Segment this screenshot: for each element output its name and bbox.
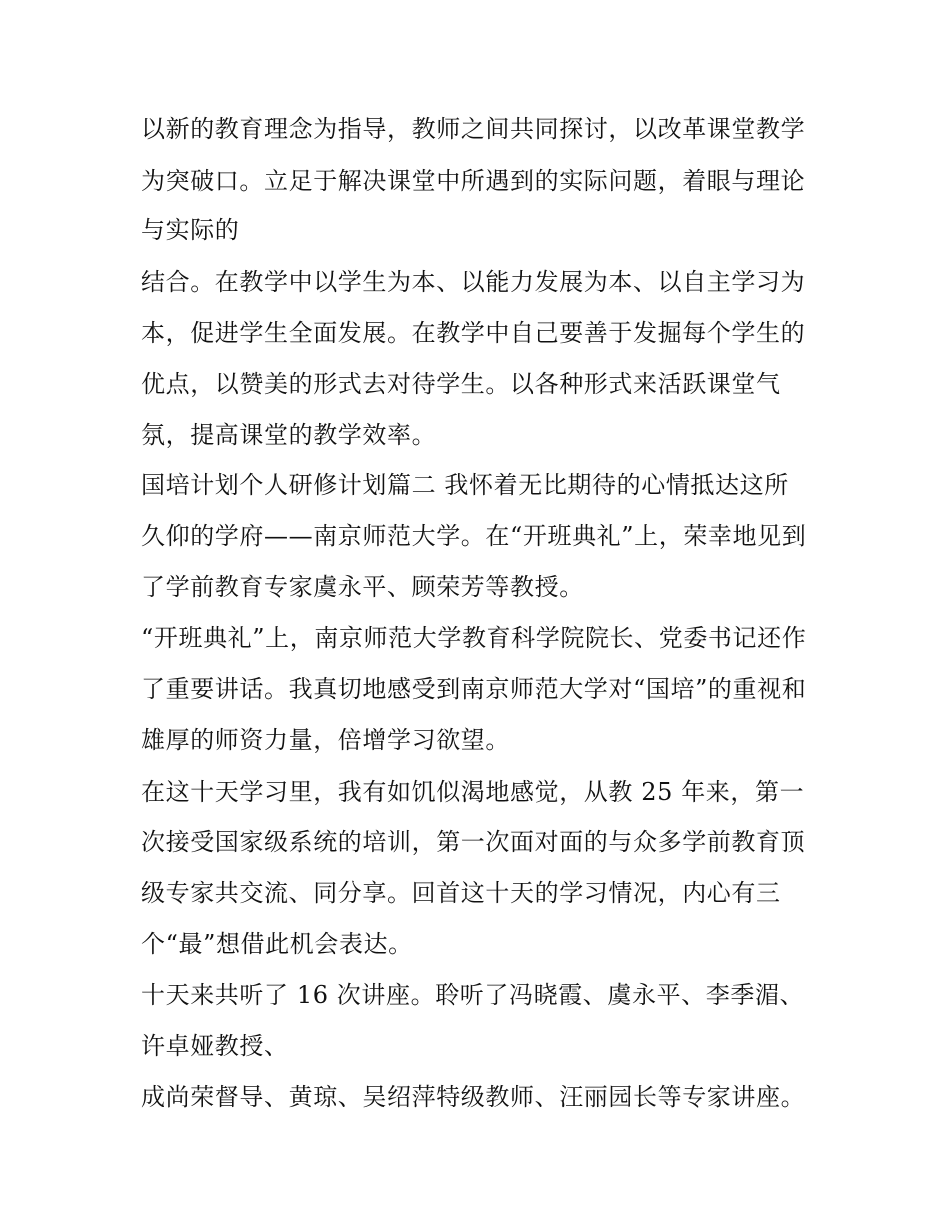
text-line: 优点，以赞美的形式去对待学生。以各种形式来活跃课堂气 (141, 370, 781, 398)
text-line: 为突破口。立足于解决课堂中所遇到的实际问题，着眼与理论 (141, 167, 806, 195)
text-line: 氛，提高课堂的教学效率。 (141, 421, 437, 449)
text-line: 国培计划个人研修计划篇二 我怀着无比期待的心情抵达这所 (141, 471, 789, 499)
text-line: 与实际的 (141, 216, 240, 244)
text-line: 了学前教育专家虞永平、顾荣芳等教授。 (141, 573, 584, 601)
text-line: 结合。在教学中以学生为本、以能力发展为本、以自主学习为 (141, 268, 806, 296)
text-line: 成尚荣督导、黄琼、吴绍萍特级教师、汪丽园长等专家讲座。 (141, 1083, 806, 1111)
text-line: 久仰的学府——南京师范大学。在“开班典礼”上，荣幸地见到 (141, 522, 807, 550)
text-line: 许卓娅教授、 (141, 1032, 289, 1060)
text-line: 本，促进学生全面发展。在教学中自己要善于发掘每个学生的 (141, 319, 806, 347)
text-line: 雄厚的师资力量，倍增学习欲望。 (141, 726, 510, 754)
text-line: 了重要讲话。我真切地感受到南京师范大学对“国培”的重视和 (141, 675, 807, 703)
text-line: 十天来共听了 16 次讲座。聆听了冯晓霞、虞永平、李季湄、 (141, 981, 805, 1009)
text-line: 以新的教育理念为指导，教师之间共同探讨，以改革课堂教学 (141, 115, 806, 143)
text-line: 次接受国家级系统的培训，第一次面对面的与众多学前教育顶 (141, 828, 806, 856)
text-line: “开班典礼”上，南京师范大学教育科学院院长、党委书记还作 (141, 624, 807, 652)
text-line: 个“最”想借此机会表达。 (141, 930, 413, 958)
text-line: 在这十天学习里，我有如饥似渴地感觉，从教 25 年来，第一 (141, 778, 805, 806)
text-line: 级专家共交流、同分享。回首这十天的学习情况，内心有三 (141, 879, 781, 907)
